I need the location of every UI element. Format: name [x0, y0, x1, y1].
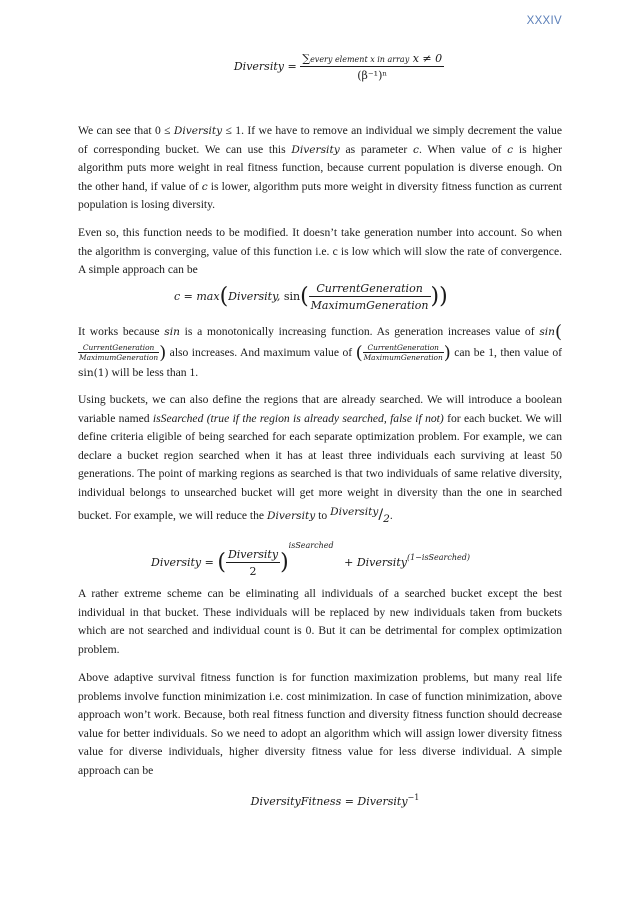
- p1-text-6: is lower, algorithm puts more weight in diversity fitness function as current population is losing diversity.: [78, 179, 562, 212]
- eq1-condition: x ≠ 0: [412, 52, 443, 65]
- eq4-lhs: DiversityFitness = Diversity: [250, 795, 408, 808]
- page-number: XXXIV: [526, 15, 562, 27]
- p4-var-1: Diversity: [266, 509, 316, 522]
- p1-text-1: We can see that 0 ≤: [78, 124, 174, 137]
- p3-paren-open-1: (: [554, 321, 562, 343]
- p4-text-2: for each bucket. We will define criteria eligible of being searched for each separate optimization problem. For example, we can declare a bucket region searched when it has at least three individuals each surviving at least 50 generations. The point of marking regions as searched is that two individuals of same relative diversity, individual belongs to unsearched bucket will get more weight in diversity than the one in searched bucket. For example, we will reduce the: [78, 411, 562, 522]
- eq3-paren-open: (: [217, 550, 226, 575]
- eq3-denominator: 2: [249, 565, 257, 578]
- p1-text-4: . When value of: [418, 142, 508, 156]
- p1-var-1: Diversity: [173, 125, 223, 137]
- p1-var-3: c: [413, 143, 419, 156]
- eq4-exp: −1: [407, 793, 420, 802]
- p1-text-5: is higher algorithm puts more weight in real fitness function, because current population is diverse enough. On the other hand, if value of: [78, 142, 562, 193]
- p1-var-2: Diversity: [291, 143, 340, 156]
- p3-paren-close-2: ): [443, 341, 451, 363]
- eq2-lhs: c = max: [174, 290, 220, 303]
- p4-frac-den: 2: [383, 512, 390, 525]
- equation-diversity-definition: [78, 52, 562, 82]
- p3-text-3: also increases. And maximum value of: [166, 345, 356, 359]
- eq2-arg1: Diversity,: [228, 290, 281, 303]
- p4-slashed-fraction: [330, 503, 378, 522]
- eq2-paren-close: )): [430, 284, 448, 309]
- eq1-lhs: Diversity =: [233, 60, 297, 73]
- paragraph-1: [78, 122, 562, 215]
- equation-diversity-fitness: [78, 795, 562, 808]
- equation-c-max: [78, 282, 562, 312]
- p3-paren-open-2: (: [355, 341, 363, 363]
- eq3-paren-close: ): [280, 550, 289, 575]
- eq1-sum-subscript: every element x in array: [310, 55, 410, 64]
- eq3-exp1: isSearched: [288, 541, 334, 550]
- eq2-denominator: MaximumGeneration: [310, 299, 429, 312]
- eq3-fraction: [226, 548, 280, 578]
- p3-var-2: sin: [539, 326, 555, 338]
- p4-frac-slash: /: [378, 506, 384, 523]
- p4-frac-num: Diversity: [330, 505, 379, 518]
- paragraph-4: [78, 391, 562, 528]
- p3-frac1-num: CurrentGeneration: [78, 343, 159, 353]
- p3-paren-close-1: ): [159, 341, 167, 363]
- eq3-plus-term: + Diversity: [344, 556, 407, 569]
- p3-frac2-den: MaximumGeneration: [363, 353, 443, 363]
- p3-fraction-1: [78, 343, 159, 362]
- eq1-fraction: [300, 52, 444, 82]
- p3-var-3: sin(1): [78, 367, 109, 379]
- p3-text-5: will be less than 1.: [108, 366, 199, 379]
- p1-text-3: as parameter: [339, 142, 414, 156]
- p3-frac2-num: CurrentGeneration: [363, 343, 444, 353]
- eq2-paren-open-2: (: [300, 284, 309, 309]
- p4-text-1: Using buckets, we can also define the regions that are already searched. We will introduce a boolean variable named: [78, 393, 562, 425]
- eq3-numerator: Diversity: [227, 548, 279, 561]
- p3-frac1-den: MaximumGeneration: [79, 353, 159, 363]
- p4-text-4: .: [389, 508, 393, 522]
- eq1-denominator: (β⁻¹)ⁿ: [357, 69, 388, 82]
- paragraph-5: A rather extreme scheme can be eliminating all individuals of a searched bucket except the best individual in that bucket. These individuals will be replaced by new individuals taken from buckets which are not searched and individual count is 0. But it can be detrimental for complex optimization problem.: [78, 587, 562, 656]
- p3-var-1: sin: [164, 326, 180, 338]
- eq3-lhs: Diversity =: [151, 556, 214, 569]
- equation-diversity-searched: [78, 541, 562, 578]
- p3-text-4: can be 1, then value of: [450, 345, 562, 359]
- p4-italic-issearched: isSearched (true if the region is already searched, false if not): [152, 411, 444, 425]
- eq2-fraction: [309, 282, 431, 312]
- p3-fraction-2: [363, 343, 444, 362]
- p4-text-3: to: [315, 508, 331, 522]
- eq3-exp2: (1−isSearched): [406, 553, 470, 562]
- eq2-numerator: CurrentGeneration: [309, 282, 431, 297]
- eq1-numerator: [300, 52, 444, 67]
- p1-var-5: c: [201, 180, 208, 193]
- p1-text-2: ≤ 1. If we have to remove an individual we simply decrement the value of corresponding bucket. We can use this: [78, 124, 562, 156]
- paragraph-3: [78, 322, 562, 384]
- eq2-sin: sin: [283, 290, 301, 303]
- paragraph-6: Above adaptive survival fitness function is for function maximization problems, but many real life problems involve function minimization i.e. cost minimization. In case of function minimization, above approach won’t work. Because, both real fitness function and diversity fitness function should decrease value for better individuals. So we need to adopt an algorithm which will assign lower diversity fitness value for diverse individuals, higher diversity fitness value for less diverse individual. A simple approach can be: [78, 671, 562, 777]
- paragraph-2: Even so, this function needs to be modified. It doesn’t take generation number into account. So when the algorithm is converging, value of this function i.e. c is low which will slow the rate of convergence. A simple approach can be: [78, 226, 562, 277]
- p1-var-4: c: [507, 143, 514, 156]
- eq2-paren-open-1: (: [219, 284, 229, 309]
- p3-text-2: is a monotonically increasing function. As generation increases value of: [179, 325, 540, 338]
- p3-text-1: It works because: [78, 325, 165, 338]
- eq1-sum-symbol: ∑: [302, 52, 311, 65]
